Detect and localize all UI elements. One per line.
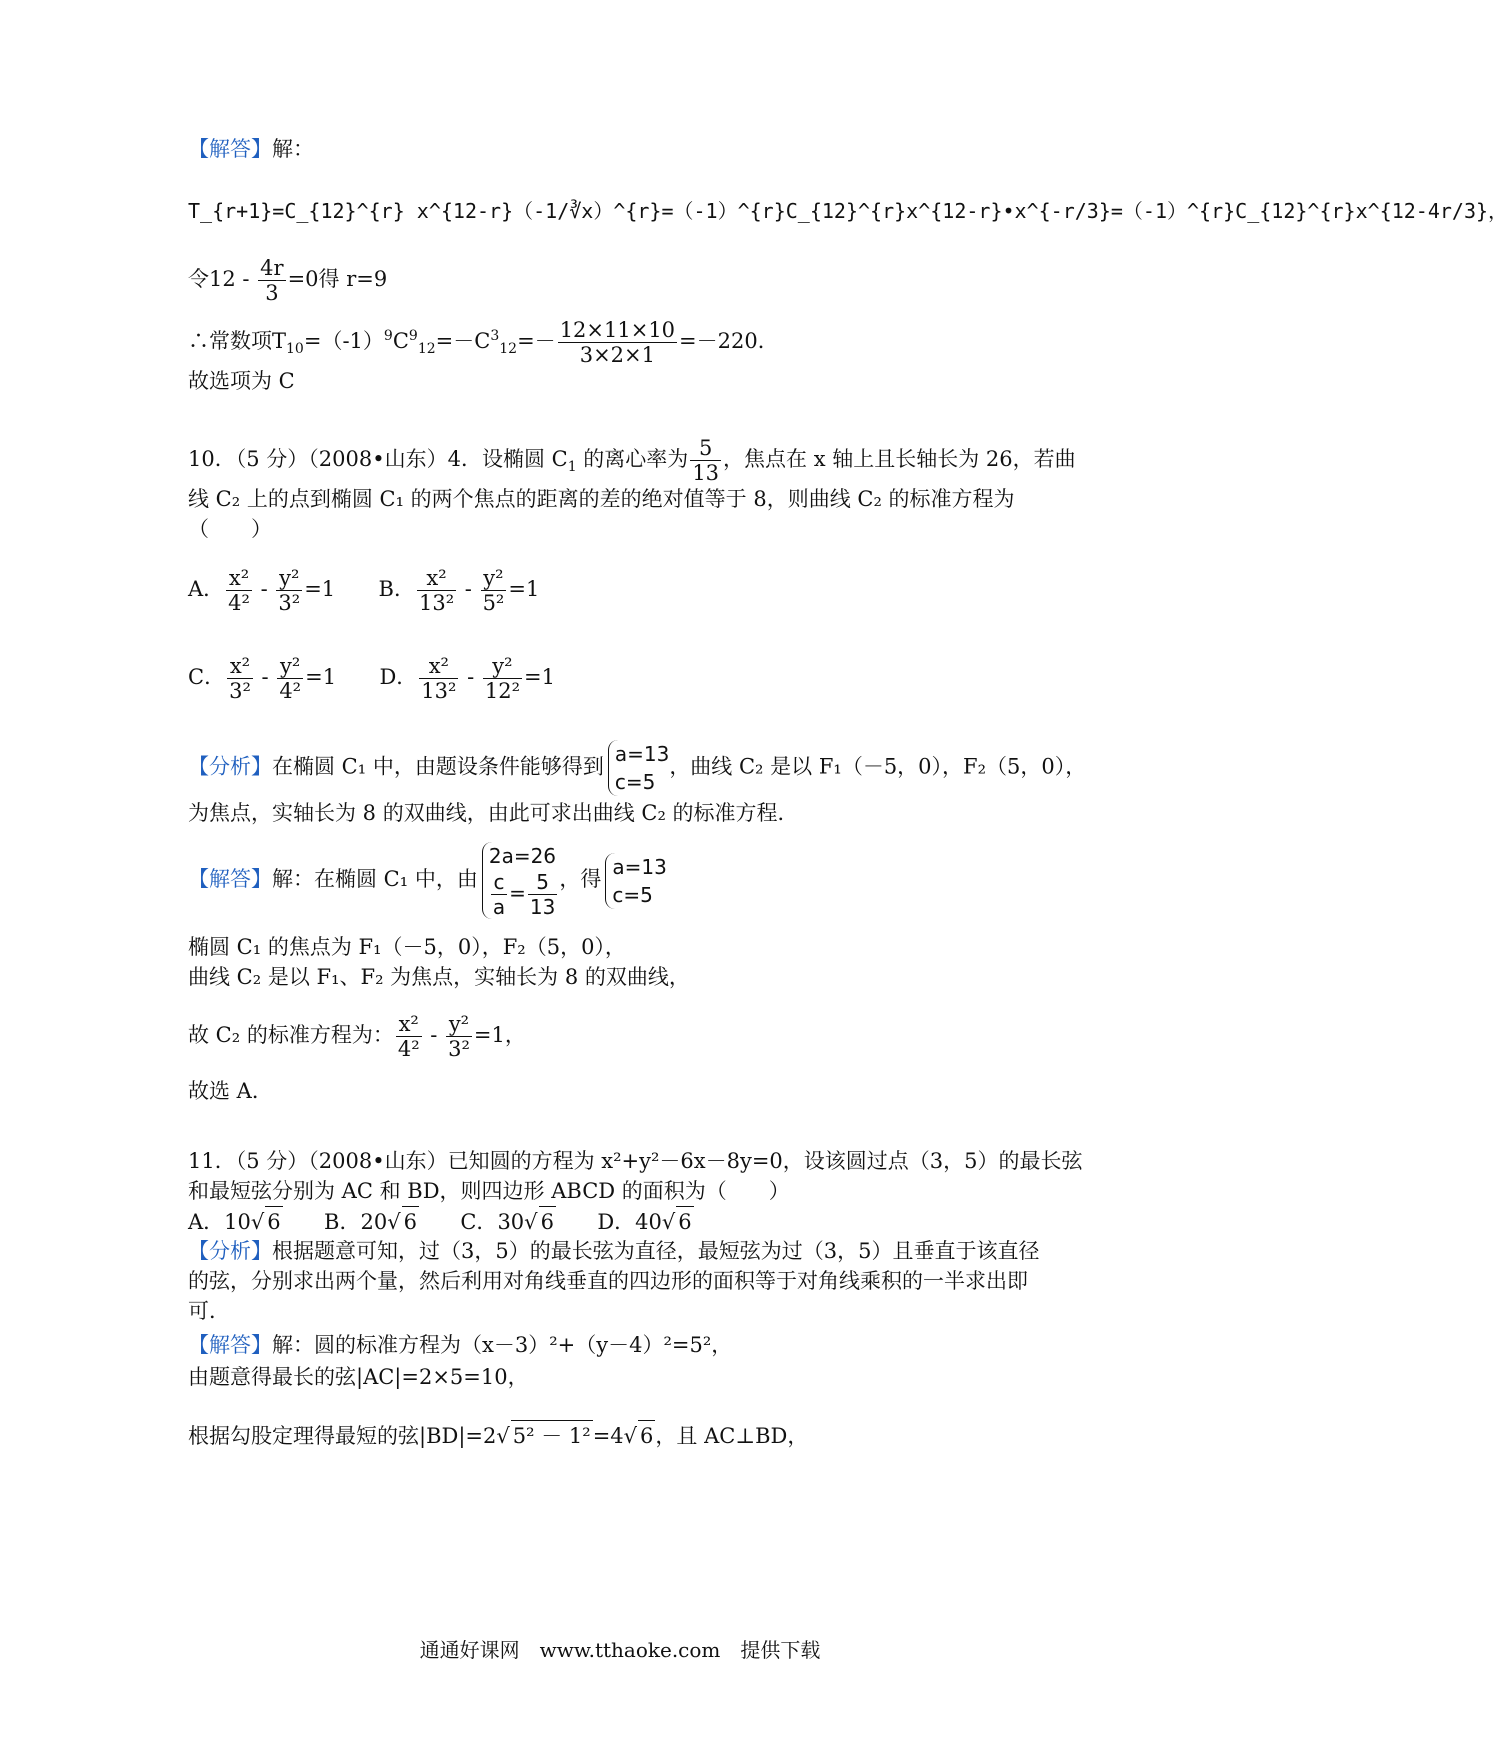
option-label: D．	[597, 1210, 636, 1234]
fraction-numerator: x²	[226, 566, 252, 591]
fraction-numerator: x²	[227, 654, 253, 679]
option-label: C．	[188, 665, 226, 689]
radicand: 6	[402, 1206, 419, 1237]
const-mid: =（-1）	[303, 329, 384, 353]
option-label: A．	[188, 1210, 225, 1234]
analysis-text: 根据题意可知，过（3，5）的最长弦为直径，最短弦为过（3，5）且垂直于该直径	[272, 1239, 1040, 1263]
option-label: A．	[188, 577, 225, 601]
solution-tag: 【解答】	[188, 867, 272, 891]
const-eq: =－C	[435, 329, 491, 353]
option-tail: =1	[508, 577, 540, 601]
equation-system	[605, 853, 666, 909]
fraction-numerator: y²	[276, 566, 302, 591]
fraction-numerator: 5	[690, 436, 721, 461]
option-d: D． $\frac{\text{x²}}{\text{13²}}$ - $\frac{\text{y²}}{\text{12²}}$ =1	[379, 654, 555, 703]
option-b: B．20√ 6	[324, 1210, 419, 1234]
fraction-denominator: 4²	[397, 1037, 420, 1061]
system-eq: a=13	[614, 742, 670, 766]
fraction-denominator: 4²	[228, 591, 250, 615]
fraction-denominator: 13²	[418, 591, 455, 615]
const-c2-sup: 3	[490, 328, 500, 344]
answer-line: 故选项为 C	[188, 369, 295, 393]
option-c: C． $\frac{\text{x²}}{\text{3²}}$ - $\frac{\text{y²}}{\text{4²}}$ =1	[188, 654, 337, 703]
equation-system	[482, 842, 559, 919]
q11-solution-line2: 由题意得最长的弦|AC|=2×5=10，	[188, 1365, 529, 1389]
fraction	[446, 1012, 472, 1061]
q11-analysis-line3: 可．	[188, 1299, 230, 1323]
fraction-numerator: c	[491, 870, 507, 895]
fraction-denominator: 3²	[229, 679, 251, 703]
radicand: 5² － 1²	[511, 1420, 593, 1451]
q11-solution-line3: 根据勾股定理得最短的弦|BD|=2√ 5² － 1²=4√ 6，且 AC⊥BD，	[188, 1420, 808, 1451]
q10-stem-sub: 1	[567, 459, 577, 476]
eccentricity-fraction	[690, 436, 721, 485]
solution-text: 解：圆的标准方程为（x－3）²+（y－4）²=5²，	[272, 1333, 733, 1357]
system-eq	[489, 870, 559, 919]
q10-options-row1	[188, 566, 539, 615]
option-label: D．	[379, 665, 418, 689]
solution-text-a: 根据勾股定理得最短的弦|BD|=2	[188, 1424, 497, 1448]
option-a: A．10√ 6	[188, 1210, 283, 1234]
fraction-numerator: y²	[481, 566, 507, 591]
factorial-fraction	[558, 318, 677, 367]
q11-options	[188, 1206, 694, 1237]
fraction-numerator: x²	[396, 1012, 422, 1037]
option-coef: 30	[497, 1210, 525, 1234]
option-b: B． $\frac{\text{x²}}{\text{13²}}$ - $\frac{\text{y²}}{\text{5²}}$ =1	[378, 566, 540, 615]
q10-stem-c: ，焦点在 x 轴上且长轴长为 26，若曲	[723, 447, 1076, 471]
solution-tag: 【解答】	[188, 137, 272, 161]
equals: =	[509, 881, 526, 905]
fraction	[276, 566, 302, 615]
system-eq: a=13	[612, 854, 667, 879]
let-suffix: =0得 r=9	[287, 267, 388, 291]
q10-stem-line1	[188, 436, 1076, 485]
fraction-5-13	[528, 870, 557, 919]
fraction-denominator: 13	[529, 895, 556, 919]
option-d: D．40√ 6	[597, 1210, 693, 1234]
solution-tag: 【解答】	[188, 1333, 272, 1357]
analysis-text-b: ，曲线 C₂ 是以 F₁（－5，0），F₂（5，0），	[669, 754, 1087, 779]
solution-text-b: ，得	[559, 867, 602, 891]
q11-solution-line1	[188, 1330, 732, 1360]
radicand: 6	[638, 1420, 655, 1451]
radicand: 6	[265, 1206, 282, 1237]
q11-analysis-line1	[188, 1236, 1039, 1266]
system-eq: c=5	[614, 770, 656, 794]
equation-system	[608, 740, 669, 796]
solution-prefix: 解：	[272, 137, 314, 161]
fraction	[396, 1012, 422, 1061]
q10-solution-line2: 椭圆 C₁ 的焦点为 F₁（－5，0），F₂（5，0），	[188, 935, 626, 959]
fraction-c-a	[491, 870, 507, 919]
fraction	[419, 654, 458, 703]
option-tail: =1	[524, 665, 555, 689]
fraction-denominator: 13²	[421, 679, 457, 703]
fraction	[417, 566, 456, 615]
solution-text-b: =4	[592, 1424, 624, 1448]
q10-solution-line4: 故 C₂ 的标准方程为： $\frac{\text{x²}}{\text{4²}}$ - $\frac{\text{y²}}{\text{3²}}$ =1，	[188, 1012, 526, 1061]
option-coef: 20	[360, 1210, 388, 1234]
binomial-term-formula: T_{r+1}=C_{12}^{r} x^{12-r}（-1/∛x）^{r}=（-1）^{r}C_{12}^{r}x^{12-r}•x^{-r/3}=（-1）^{r}C_{12}^{r}x^{12-4r/3}，	[188, 199, 1508, 223]
solution-text-a: 解：在椭圆 C₁ 中，由	[272, 867, 478, 891]
const-c-sub: 12	[417, 341, 436, 358]
option-coef: 10	[224, 1210, 251, 1234]
const-c-sup: 9	[408, 328, 418, 344]
solution-text-c: ，且 AC⊥BD，	[655, 1424, 809, 1448]
fraction-denominator: 5²	[482, 591, 505, 615]
fraction-4r-3	[258, 256, 285, 305]
q11-stem-line2: 和最短弦分别为 AC 和 BD，则四边形 ABCD 的面积为（ ）	[188, 1179, 790, 1203]
q11-stem-line1: 11．（5 分）（2008•山东）已知圆的方程为 x²+y²－6x－8y=0，设该圆过点（3，5）的最长弦	[188, 1149, 1083, 1173]
option-label: B．	[324, 1210, 361, 1234]
let-equation	[188, 256, 387, 305]
constant-term-line	[188, 318, 779, 367]
fraction-denominator: 3²	[448, 1037, 470, 1061]
fraction-denominator: 3²	[278, 591, 301, 615]
q11-analysis-line2: 的弦，分别求出两个量，然后利用对角线垂直的四边形的面积等于对角线乘积的一半求出即	[188, 1269, 1028, 1293]
analysis-tag: 【分析】	[188, 1239, 272, 1263]
const-end: =－220．	[679, 329, 779, 353]
fraction	[481, 566, 507, 615]
option-label: B．	[378, 577, 415, 601]
fraction	[483, 654, 522, 703]
fraction-numerator: 12×11×10	[559, 318, 676, 342]
fraction-denominator: 12²	[484, 679, 521, 703]
fraction	[226, 566, 252, 615]
fraction	[277, 654, 303, 703]
fraction	[227, 654, 253, 703]
option-label: C．	[460, 1210, 498, 1234]
system-eq: 2a=26	[488, 844, 557, 868]
solution-header	[188, 134, 314, 164]
const-sup: 9	[383, 328, 393, 344]
option-tail: =1	[304, 577, 336, 601]
let-prefix: 令12 -	[188, 267, 257, 291]
fraction-denominator: a	[492, 895, 506, 919]
fraction-numerator: y²	[277, 654, 303, 679]
q10-stem-line2: 线 C₂ 上的点到椭圆 C₁ 的两个焦点的距离的差的绝对值等于 8，则曲线 C₂ 的标准方程为	[188, 487, 1015, 511]
option-coef: 40	[635, 1210, 662, 1234]
option-c: C．30√ 6	[460, 1210, 556, 1234]
radicand: 6	[676, 1206, 693, 1237]
q10-options-row2	[188, 654, 555, 703]
const-sub: 10	[286, 341, 304, 358]
analysis-text-a: 在椭圆 C₁ 中，由题设条件能够得到	[272, 754, 604, 779]
q10-stem-line3: （ ）	[188, 517, 272, 541]
fraction-denominator: 13	[692, 461, 720, 485]
q10-solution-line3: 曲线 C₂ 是以 F₁、F₂ 为焦点，实轴长为 8 的双曲线，	[188, 965, 690, 989]
q10-solution-line5: 故选 A．	[188, 1079, 273, 1103]
fraction-numerator: 5	[528, 870, 557, 895]
solution-tail: =1，	[473, 1023, 526, 1047]
fraction-numerator: y²	[483, 654, 522, 679]
q10-analysis-line1	[188, 740, 1086, 796]
solution-text: 故 C₂ 的标准方程为：	[188, 1023, 394, 1047]
fraction-numerator: 4r	[260, 256, 284, 280]
q10-analysis-line2: 为焦点，实轴长为 8 的双曲线，由此可求出曲线 C₂ 的标准方程．	[188, 801, 799, 825]
option-tail: =1	[305, 665, 337, 689]
radicand: 6	[539, 1206, 556, 1237]
fraction-denominator: 3×2×1	[579, 343, 655, 367]
q10-stem-a: 10．（5 分）（2008•山东）4．设椭圆 C	[188, 447, 568, 471]
page-footer: 通通好课网 www.tthaoke.com 提供下载	[419, 1638, 821, 1662]
const-c: C	[392, 329, 409, 353]
const-c2-sub: 12	[499, 341, 518, 358]
fraction-denominator: 3	[265, 281, 279, 305]
analysis-tag: 【分析】	[188, 754, 272, 779]
const-prefix: ∴常数项T	[188, 329, 287, 353]
option-a: A． $\frac{\text{x²}}{\text{4²}}$ - $\frac{\text{y²}}{\text{3²}}$ =1	[188, 566, 336, 615]
q10-solution-line1	[188, 842, 667, 919]
fraction-numerator: x²	[419, 654, 458, 679]
system-eq: c=5	[612, 882, 653, 907]
fraction-numerator: y²	[446, 1012, 472, 1037]
const-eq2: =－	[517, 329, 556, 353]
fraction-denominator: 4²	[279, 679, 302, 703]
q10-stem-b: 的离心率为	[576, 447, 689, 471]
fraction-numerator: x²	[417, 566, 456, 591]
